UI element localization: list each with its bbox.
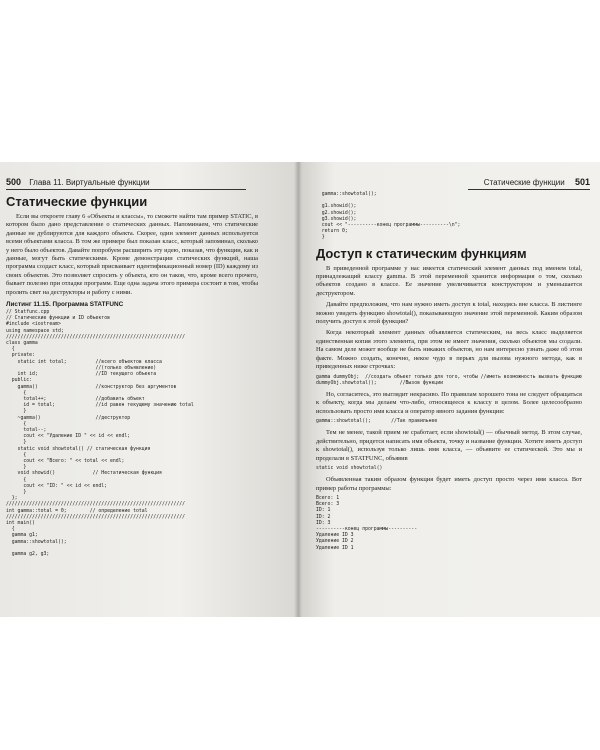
section-heading: Доступ к статическим функциям bbox=[316, 245, 527, 261]
body-paragraph: Когда некоторый элемент данных объявляется статическим, на весь класс выделяется единственная копия этого элемента, при этом не имеет значения, сколько объектов мы создали. На самом деле может вообще не быть никаких объектов, но нам интересно узнать даже об этом факте. Можно создать, конечно, некое чудо в перьях для вызова нужного метода, как в приведенных ниже строчках: bbox=[316, 329, 582, 371]
code-snippet: static void showtotal() bbox=[316, 465, 383, 471]
page-number: 501 bbox=[574, 177, 590, 187]
chapter-title: Глава 11. Виртуальные функции bbox=[29, 178, 150, 187]
body-paragraph: Но, согласитесь, это выглядит некрасиво. По правилам хорошего тона не следует обращаться к объекту, когда мы делаем что-либо, относящееся к классу в целом. Более целесообразно использовать просто имя класса и оператор явного задания функции: bbox=[316, 390, 582, 415]
running-title: Статические функции bbox=[483, 178, 565, 187]
right-page bbox=[298, 162, 600, 617]
page-number: 500 bbox=[6, 177, 22, 187]
left-page-header bbox=[6, 176, 246, 190]
right-page-content bbox=[316, 192, 582, 556]
right-page-header bbox=[468, 176, 590, 190]
book-gutter bbox=[294, 162, 302, 617]
left-page bbox=[0, 162, 298, 617]
body-paragraph: Если вы откроете главу 6 «Объекты и классы», то сможете найти там пример STATIC, в котором было дано представление о статических данных. Напоминаем, что статические данные не дублируются для каждого объекта. Скорее, один элемент данных используется всеми объектами класса. В том же примере был показан класс, который запоминал, сколько у него было объектов. Давайте попробуем расширить эту идею, показав, что функции, как и данные, могут быть статическими. Кроме демонстрации статических функций, наша программа создаст класс, который присваивает идентификационный номер (ID) каждому из своих объектов. Это позволяет спросить у объекта, кто он таков, что, кроме всего прочего, бывает полезно при отладке программ. Еще одна задача этого примера состоит в том, чтобы пролить свет на деструкторы и работу с ними. bbox=[6, 213, 258, 296]
code-listing-continued: gamma::showtotal(); g1.showid(); g2.showid(); g3.showid(); cout << "----------конец программы----------\n"; return 0; } bbox=[321, 192, 461, 241]
code-snippet: gamma dummyObj; //создать объект только для того, чтобы //иметь возможность вызвать функцию dummyObj.showtotal(); //Вызов функции bbox=[316, 374, 582, 386]
body-paragraph: Давайте предположим, что нам нужно иметь доступ к total, находясь вне класса. В листинге можно увидеть функцию showtotal(), показывающую значение этой переменной. Каким образом получить доступ к этой функции? bbox=[316, 301, 582, 326]
listing-caption: Листинг 11.15. Программа STATFUNC bbox=[6, 301, 124, 309]
body-paragraph: Объявленная таким образом функция будет иметь доступ просто через имя класса. Вот пример работы программы: bbox=[316, 476, 582, 492]
body-paragraph: В приведенной программе у нас имеется статический элемент данных под именем total, принадлежащий классу gamma. В этой переменной хранится информация о том, сколько объектов создано в классе. Ее значение увеличивается конструктором и уменьшается деструктором. bbox=[316, 264, 582, 297]
section-heading: Статические функции bbox=[6, 194, 148, 209]
left-page-content bbox=[6, 194, 258, 562]
code-snippet: gamma::showtotal(); //Так правильнее bbox=[316, 419, 438, 425]
book-spread bbox=[0, 162, 600, 617]
program-output: Всего: 1 Всего: 3 ID: 1 ID: 2 ID: 3 ----------конец программы---------- Удаление ID 3 Удаление ID 2 Удаление ID 1 bbox=[316, 495, 418, 551]
body-paragraph: Тем не менее, такой прием не сработает, если showtotal() — обычный метод. В этом случае, действительно, придется написать имя объекта, точку и название функции. Хотите иметь доступ к showtotal(), используя только лишь имя класса, — объявите ее статической. Это мы и проделали в STATFUNC, объявив bbox=[316, 429, 582, 462]
code-listing: // Statfunc.cpp // Статические функции и ID объектов #include <iostream> using namespace std; ////////////////////////////////////////////////////////////// class gamma { private: static int total; //всего объектов класса //(только объявление) int id; //ID текущего объекта public: gamma() //конструктор без аргументов { total++; //добавить объект id = total; //id равен текущему значению total } ~gamma() //деструктор { total--; cout << "Удаление ID " << id << endl; } static void showtotal() // статическая функция { cout << "Всего: " << total << endl; } void showid() // Нестатическая функция { cout << "ID: " << id << endl; } }; ////////////////////////////////////////////////////////////// int gamma::total = 0; // определение total ////////////////////////////////////////////////////////////// int main() { gamma g1; gamma::showtotal(); gamma g2, g3; bbox=[6, 310, 194, 557]
